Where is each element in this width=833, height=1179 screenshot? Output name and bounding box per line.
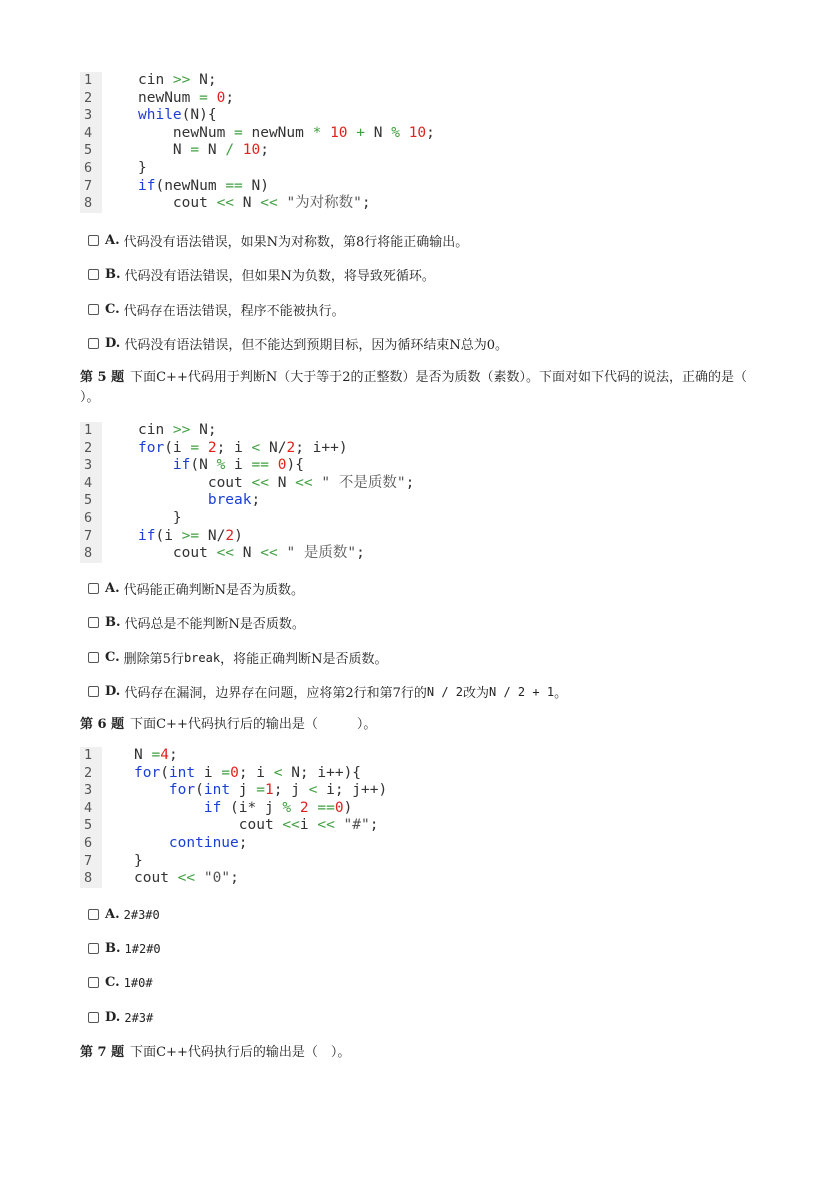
q6-option-a[interactable]: A. 2#3#0 [88,907,160,922]
q4-option-c[interactable]: C. 代码存在语法错误，程序不能被执行。 [88,300,345,319]
question-7: 第 7 题 下面C++代码执行后的输出是（ ）。 [80,1045,351,1060]
code-block-q5: 1 cin >> N; 2 for(i = 2; i < N/2; i++) 3 if(N % i == 0){ 4 cout << N << " 不是质数"; 5 break; 6 } 7 if(i >= N/2) 8 cout << N << " 是质数"; [80,422,414,563]
q5-option-d[interactable]: D. 代码存在漏洞，边界存在问题，应将第2行和第7行的 N / 2 改为 N / 2 + 1 。 [88,682,567,701]
checkbox-icon[interactable] [88,943,99,954]
checkbox-icon[interactable] [88,583,99,594]
q4-option-b[interactable]: B. 代码没有语法错误，但如果N为负数，将导致死循环。 [88,265,435,284]
question-6: 第 6 题 下面C++代码执行后的输出是（ ）。 [80,717,377,732]
checkbox-icon[interactable] [88,304,99,315]
q4-option-d[interactable]: D. 代码没有语法错误，但不能达到预期目标，因为循环结束N总为0。 [88,334,508,353]
q5-option-b[interactable]: B. 代码总是不能判断N是否质数。 [88,613,305,632]
code-block-q4: 1 cin >> N; 2 newNum = 0; 3 while(N){ 4 newNum = newNum * 10 + N % 10; 5 N = N / 10; 6 } 7 if(newNum == N) 8 cout << N << "为对称数"; [80,72,435,213]
checkbox-icon[interactable] [88,652,99,663]
q5-option-a[interactable]: A. 代码能正确判断N是否为质数。 [88,579,304,598]
checkbox-icon[interactable] [88,686,99,697]
q5-option-c[interactable]: C. 删除第5行 break ，将能正确判断N是否质数。 [88,648,387,667]
q6-option-b[interactable]: B. 1#2#0 [88,941,161,956]
code-block-q6: 1 N =4; 2 for(int i =0; i < N; i++){ 3 for(int j =1; j < i; j++) 4 if (i* j % 2 ==0) 5 cout <<i << "#"; 6 continue; 7 } 8 cout << "0"; [80,747,387,888]
q6-option-c[interactable]: C. 1#0# [88,975,153,990]
q6-option-d[interactable]: D. 2#3# [88,1010,153,1025]
question-5: 第 5 题 下面C++代码用于判断N（大于等于2的正整数）是否为质数（素数）。下面对如下代码的说法，正确的是（ ）。 [80,370,747,405]
q4-option-a[interactable]: A. 代码没有语法错误，如果N为对称数，第8行将能正确输出。 [88,231,468,250]
checkbox-icon[interactable] [88,269,99,280]
checkbox-icon[interactable] [88,909,99,920]
checkbox-icon[interactable] [88,1012,99,1023]
checkbox-icon[interactable] [88,235,99,246]
checkbox-icon[interactable] [88,338,99,349]
checkbox-icon[interactable] [88,617,99,628]
checkbox-icon[interactable] [88,977,99,988]
